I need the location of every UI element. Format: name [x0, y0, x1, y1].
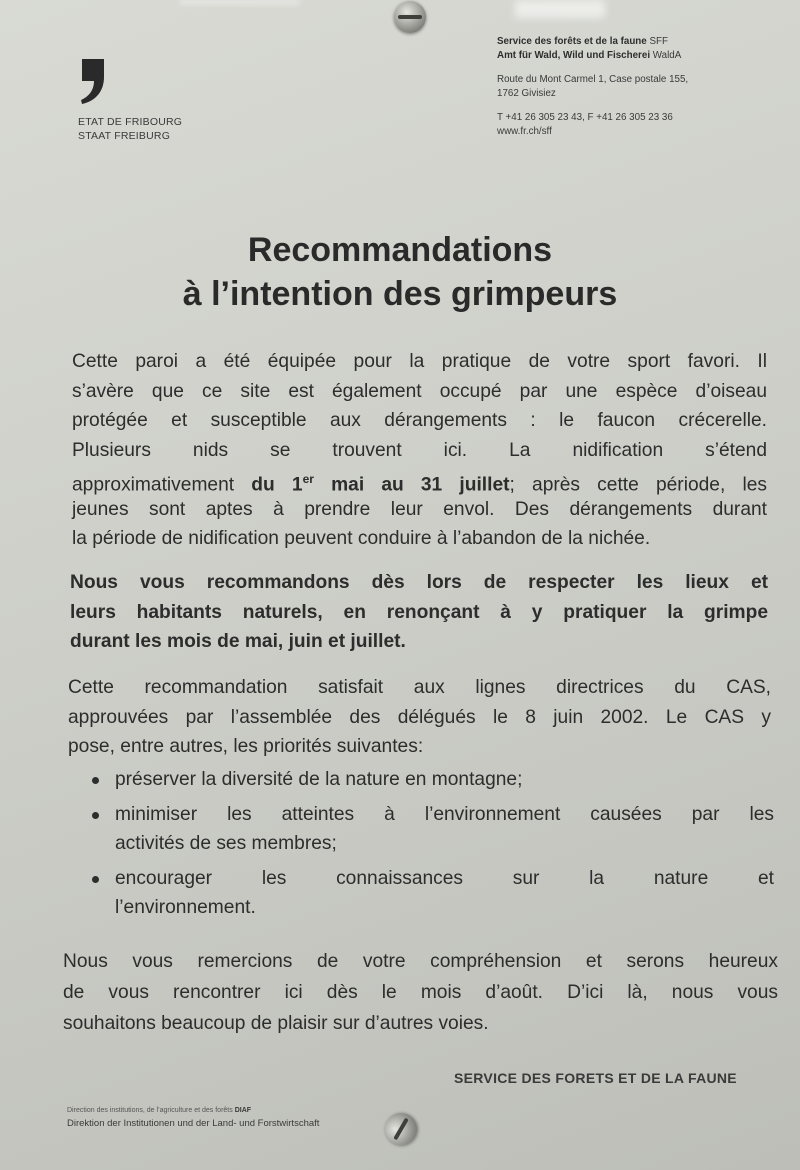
paragraph-intro — [72, 347, 767, 554]
dates-bold-start: du 1 — [251, 474, 303, 496]
canton-name — [78, 116, 182, 143]
paragraph-line: Nous vous remercions de votre compréhension et serons heureux — [63, 951, 778, 972]
page-title — [0, 228, 800, 316]
paragraph-line: protégée et susceptible aux dérangements : le faucon crécerelle. — [72, 410, 767, 431]
list-item-line: minimiser les atteintes à l’environnement causées par les — [115, 803, 774, 825]
paragraph-line: souhaitons beaucoup de plaisir sur d’autres voies. — [63, 1013, 489, 1034]
bullet-icon — [92, 812, 99, 819]
office-name-fr: Service des forêts et de la faune — [497, 36, 647, 47]
canton-name-fr: ETAT DE FRIBOURG — [78, 116, 183, 128]
list-item-line: activités de ses membres; — [115, 833, 337, 854]
office-address-2: 1762 Givisiez — [497, 88, 556, 99]
paragraph-line: leurs habitants naturels, en renonçant à y pratiquer la grimpe — [70, 601, 768, 623]
dates-suffix: ; après cette période, les — [509, 474, 767, 496]
canton-logo — [78, 57, 108, 105]
dates-prefix: approximativement — [72, 474, 252, 496]
list-item — [92, 864, 774, 923]
paragraph-line: Cette paroi a été équipée pour la pratique de votre sport favori. Il — [72, 351, 767, 372]
list-item-line: l’environnement. — [115, 897, 256, 918]
bullet-icon — [92, 777, 99, 784]
paragraph-thanks — [63, 946, 778, 1039]
page-title-line-2: à l’intention des grimpeurs — [182, 275, 618, 313]
paragraph-line: approuvées par l’assemblée des délégués le 8 juin 2002. Le CAS y — [68, 706, 771, 728]
footer-direction-fr: Direction des institutions, de l’agriculture et des forêts — [67, 1107, 233, 1114]
priorities-list — [92, 765, 774, 928]
footer — [67, 1104, 319, 1130]
signature: SERVICE DES FORETS ET DE LA FAUNE — [454, 1070, 737, 1086]
office-abbr-de: WaldA — [652, 50, 682, 61]
paragraph-cas — [68, 673, 771, 762]
paragraph-line: pose, entre autres, les priorités suivantes: — [68, 736, 424, 757]
list-item-line: préserver la diversité de la nature en montagne; — [115, 769, 523, 790]
list-item — [92, 765, 774, 795]
paragraph-line: durant les mois de mai, juin et juillet. — [70, 631, 406, 652]
dates-bold-end: mai au 31 juillet — [313, 474, 510, 496]
office-abbr-fr: SFF — [649, 36, 668, 47]
office-address-1: Route du Mont Carmel 1, Case postale 155, — [497, 74, 689, 85]
canton-name-de: STAAT FREIBURG — [78, 129, 171, 142]
footer-direction-de: Direktion der Institutionen und der Land- und Forstwirtschaft — [67, 1118, 320, 1129]
office-web: www.fr.ch/sff — [497, 126, 552, 137]
page-title-line-1: Recommandations — [247, 231, 553, 269]
paragraph-line: Nous vous recommandons dès lors de respecter les lieux et — [70, 572, 768, 593]
screw-bottom-icon — [379, 1107, 423, 1151]
paragraph-line: Plusieurs nids se trouvent ici. La nidification s’étend — [72, 439, 767, 461]
office-name-de: Amt für Wald, Wild und Fischerei — [497, 50, 651, 61]
office-info — [497, 35, 688, 139]
fribourg-comma-icon — [78, 57, 108, 105]
list-item-line: encourager les connaissances sur la nature et — [115, 867, 774, 889]
paragraph-line-dates — [72, 465, 767, 495]
paragraph-line: jeunes sont aptes à prendre leur envol. Des dérangements durant — [72, 498, 767, 520]
paragraph-line: de vous rencontrer ici dès le mois d’août. D’ici là, nous vous — [63, 982, 778, 1003]
paragraph-line: Cette recommandation satisfait aux lignes directrices du CAS, — [68, 677, 771, 698]
paragraph-recommendation — [70, 568, 768, 657]
screw-top-icon — [394, 1, 426, 33]
footer-direction-abbr: DIAF — [234, 1107, 252, 1114]
paragraph-line: s’avère que ce site est également occupé par une espèce d’oiseau — [72, 380, 767, 402]
dates-superscript: er — [302, 472, 314, 486]
paragraph-line: la période de nidification peuvent conduire à l’abandon de la nichée. — [72, 528, 651, 549]
bullet-icon — [92, 876, 99, 883]
office-phone: T +41 26 305 23 43, F +41 26 305 23 36 — [497, 112, 673, 123]
list-item — [92, 800, 774, 859]
